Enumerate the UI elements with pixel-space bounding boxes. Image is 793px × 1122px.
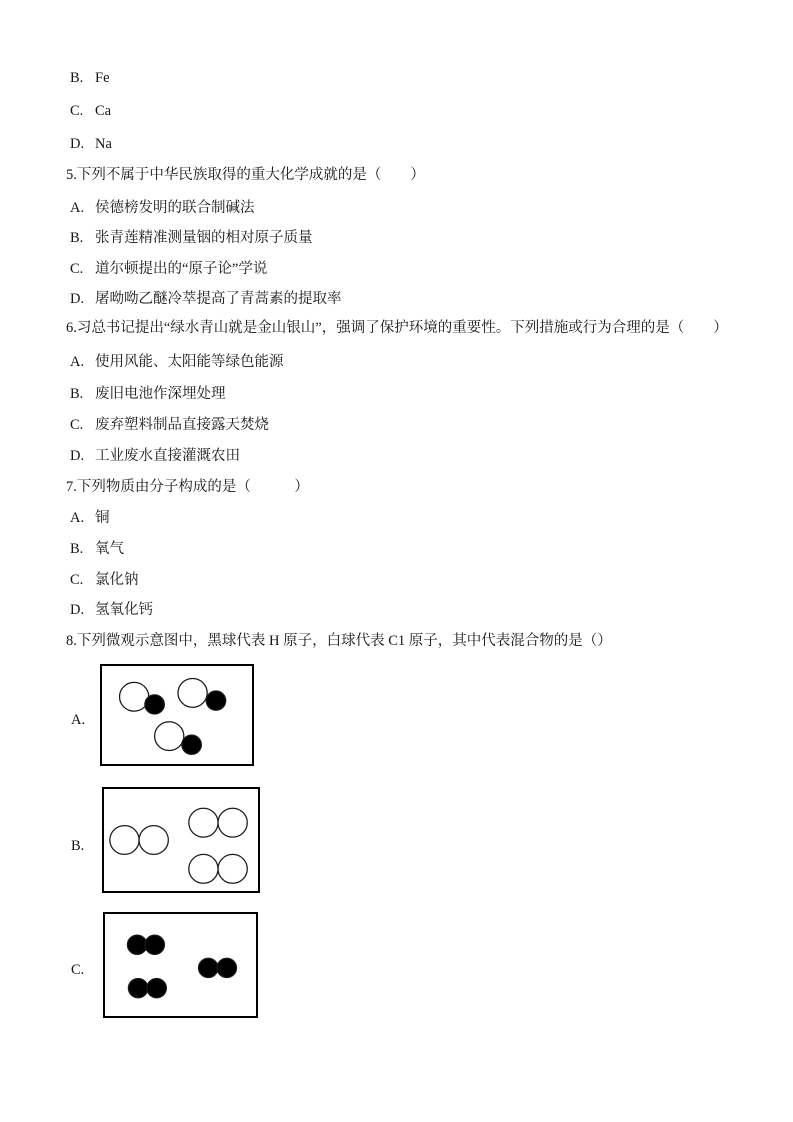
question-stem-6: 6.习总书记提出“绿水青山就是金山银山”，强调了保护环境的重要性。下列措施或行为合理的是（ ） bbox=[66, 320, 728, 336]
option-row-6c bbox=[70, 415, 269, 435]
diagram-option-letter-b: B. bbox=[71, 838, 85, 854]
option-text: Ca bbox=[95, 103, 112, 119]
option-letter: C. bbox=[70, 572, 84, 588]
molecule-diagram-b bbox=[102, 787, 260, 893]
diagram-option-letter-a: A. bbox=[71, 712, 86, 728]
option-row-4b bbox=[70, 68, 110, 88]
option-text: 屠呦呦乙醚冷萃提高了青蒿素的提取率 bbox=[95, 291, 342, 307]
option-text: 氢氧化钙 bbox=[95, 602, 153, 618]
option-letter: A. bbox=[70, 510, 85, 526]
molecule-diagram-a-svg bbox=[102, 666, 252, 764]
option-text: 氯化钠 bbox=[95, 572, 139, 588]
option-letter: B. bbox=[70, 541, 84, 557]
option-row-4c bbox=[70, 101, 111, 121]
option-row-7c bbox=[70, 570, 139, 590]
option-text: 使用风能、太阳能等绿色能源 bbox=[95, 354, 284, 370]
diagram-option-letter-c: C. bbox=[71, 962, 85, 978]
molecule-diagram-c-svg bbox=[105, 914, 256, 1016]
option-letter: A. bbox=[70, 354, 85, 370]
option-text: Na bbox=[95, 136, 112, 152]
option-letter: A. bbox=[70, 200, 85, 216]
option-letter: B. bbox=[70, 70, 84, 86]
option-letter: B. bbox=[70, 386, 84, 402]
molecule-diagram-b-svg bbox=[104, 789, 258, 891]
option-letter: B. bbox=[70, 230, 84, 246]
option-row-6d bbox=[70, 446, 240, 466]
option-row-7b bbox=[70, 539, 124, 559]
molecule-diagram-c bbox=[103, 912, 258, 1018]
option-row-7a bbox=[70, 508, 110, 528]
option-letter: C. bbox=[70, 261, 84, 277]
option-letter: D. bbox=[70, 602, 85, 618]
option-row-6b bbox=[70, 384, 226, 404]
option-text: 废旧电池作深埋处理 bbox=[95, 386, 226, 402]
option-row-7d bbox=[70, 600, 153, 620]
option-row-5d bbox=[70, 289, 342, 309]
molecule-diagram-a bbox=[100, 664, 254, 766]
option-row-6a bbox=[70, 352, 284, 372]
option-letter: D. bbox=[70, 448, 85, 464]
option-text: 侯德榜发明的联合制碱法 bbox=[95, 200, 255, 216]
option-row-4d bbox=[70, 134, 112, 154]
option-text: 道尔顿提出的“原子论”学说 bbox=[95, 261, 268, 277]
option-text: 氧气 bbox=[95, 541, 124, 557]
option-row-5b bbox=[70, 228, 313, 248]
option-text: 工业废水直接灌溉农田 bbox=[95, 448, 240, 464]
option-text: 废弃塑料制品直接露天焚烧 bbox=[95, 417, 269, 433]
option-letter: D. bbox=[70, 291, 85, 307]
option-text: 铜 bbox=[95, 510, 110, 526]
option-letter: D. bbox=[70, 136, 85, 152]
option-text: 张青莲精准测量铟的相对原子质量 bbox=[95, 230, 313, 246]
question-stem-8: 8.下列微观示意图中，黑球代表 H 原子，白球代表 C1 原子，其中代表混合物的是（） bbox=[66, 633, 612, 649]
option-letter: C. bbox=[70, 103, 84, 119]
option-row-5c bbox=[70, 259, 267, 279]
question-stem-7: 7.下列物质由分子构成的是（ ） bbox=[66, 479, 309, 495]
option-letter: C. bbox=[70, 417, 84, 433]
option-row-5a bbox=[70, 198, 255, 218]
question-stem-5: 5.下列不属于中华民族取得的重大化学成就的是（ ） bbox=[66, 167, 425, 183]
option-text: Fe bbox=[95, 70, 110, 86]
